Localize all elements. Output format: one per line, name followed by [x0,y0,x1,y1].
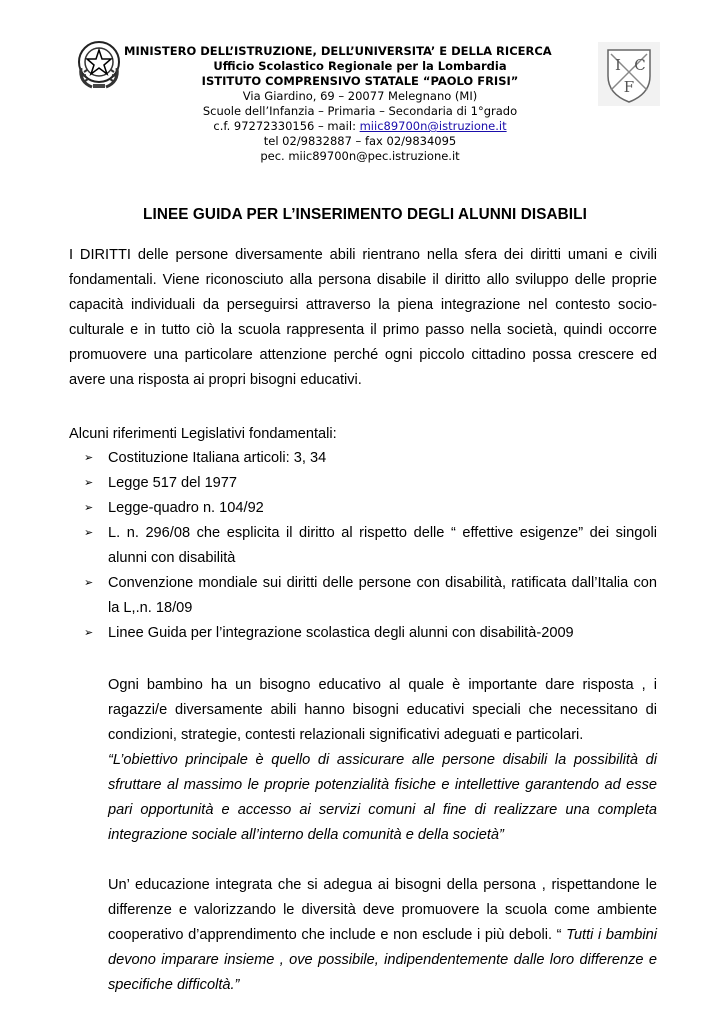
references-list [84,446,657,646]
list-item [84,496,657,521]
arrow-bullet-icon: ➢ [84,452,94,464]
references-intro: Alcuni riferimenti Legislativi fondamentali: [69,426,337,442]
tax-code: c.f. 97272330156 – mail: [213,119,360,133]
list-item [84,571,657,621]
pec-label: pec. [260,149,289,163]
logo-letter-f: F [623,78,635,96]
list-item [84,621,657,646]
phone-fax: tel 02/9832887 – fax 02/9834095 [263,134,457,148]
logo-letter-c: C [634,56,646,74]
all-children-quote: Tutti i bambini devono imparare insieme , ove possibile, indipendentemente dalle loro differenze e specifiche difficoltà.” [108,927,657,993]
email-link[interactable]: miic89700n@istruzione.it [359,119,507,133]
reference-text: Costituzione Italiana articoli: 3, 34 [108,450,327,466]
reference-text: Linee Guida per l’integrazione scolastica degli alunni con disabilità-2009 [108,625,574,641]
objective-quote: “L’obiettivo principale è quello di assicurare alle persone disabili la possibilità di sfruttare al massimo le proprie potenzialità fisiche e intellettive garantendo ad esse pari opportunità e accesso ai servizi comuni al fine di realizzare una completa integrazione sociale all’interno della comunità e della società” [108,752,657,843]
address: Via Giardino, 69 – 20077 Melegnano (MI) [242,89,478,103]
list-item [84,521,657,571]
integrated-education-paragraph [108,873,657,998]
letterhead [110,44,610,164]
arrow-bullet-icon: ➢ [84,502,94,514]
school-levels: Scuole dell’Infanzia – Primaria – Secondaria di 1°grado [202,104,518,118]
pec-line [110,149,610,164]
arrow-bullet-icon: ➢ [84,577,94,589]
reference-text: Legge-quadro n. 104/92 [108,500,264,516]
pec-address: miic89700n@pec.istruzione.it [288,149,460,163]
arrow-bullet-icon: ➢ [84,627,94,639]
reference-text: Legge 517 del 1977 [108,475,238,491]
reference-text: Convenzione mondiale sui diritti delle persone con disabilità, ratificata dall’Italia con la L,.n. 18/09 [108,575,657,616]
logo-letter-i: I [615,56,621,74]
regional-office: Ufficio Scolastico Regionale per la Lombardia [213,59,507,73]
institute-name: ISTITUTO COMPRENSIVO STATALE “PAOLO FRISI” [201,74,519,88]
reference-text: L. n. 296/08 che esplicita il diritto al rispetto delle “ effettive esigenze” dei singoli alunni con disabilità [108,525,657,566]
document-title: LINEE GUIDA PER L’INSERIMENTO DEGLI ALUNNI DISABILI [143,206,587,223]
list-item [84,471,657,496]
intro-paragraph: I DIRITTI delle persone diversamente abili rientrano nella sfera dei diritti umani e civili fondamentali. Viene riconosciuto alla persona disabile il diritto allo sviluppo delle proprie capacità individuali da perseguirsi attraverso la piena integrazione nel contesto socio-culturale e in tutto ciò la scuola rappresenta il primo passo nella società, quindi occorre promuovere una particolare attenzione perché ogni piccolo cittadino possa crescere ed avere una risposta ai propri bisogni educativi. [69,247,657,388]
tax-code-mail [110,119,610,134]
ministry-name: MINISTERO DELL’ISTRUZIONE, DELL’UNIVERSITA’ E DELLA RICERCA [124,44,552,58]
list-item [84,446,657,471]
special-needs-paragraph: Ogni bambino ha un bisogno educativo al quale è importante dare risposta , i ragazzi/e diversamente abili hanno bisogni educativi speciali che necessitano di condizioni, strategie, contesti relazionali significativi adeguati e particolari. [108,677,657,743]
arrow-bullet-icon: ➢ [84,527,94,539]
integrated-education-text: Un’ educazione integrata che si adegua ai bisogni della persona , rispettandone le differenze e valorizzando le diversità deve promuovere la scuola come ambiente cooperativo d’apprendimento che include e non esclude i più deboli. “ [108,877,657,943]
arrow-bullet-icon: ➢ [84,477,94,489]
